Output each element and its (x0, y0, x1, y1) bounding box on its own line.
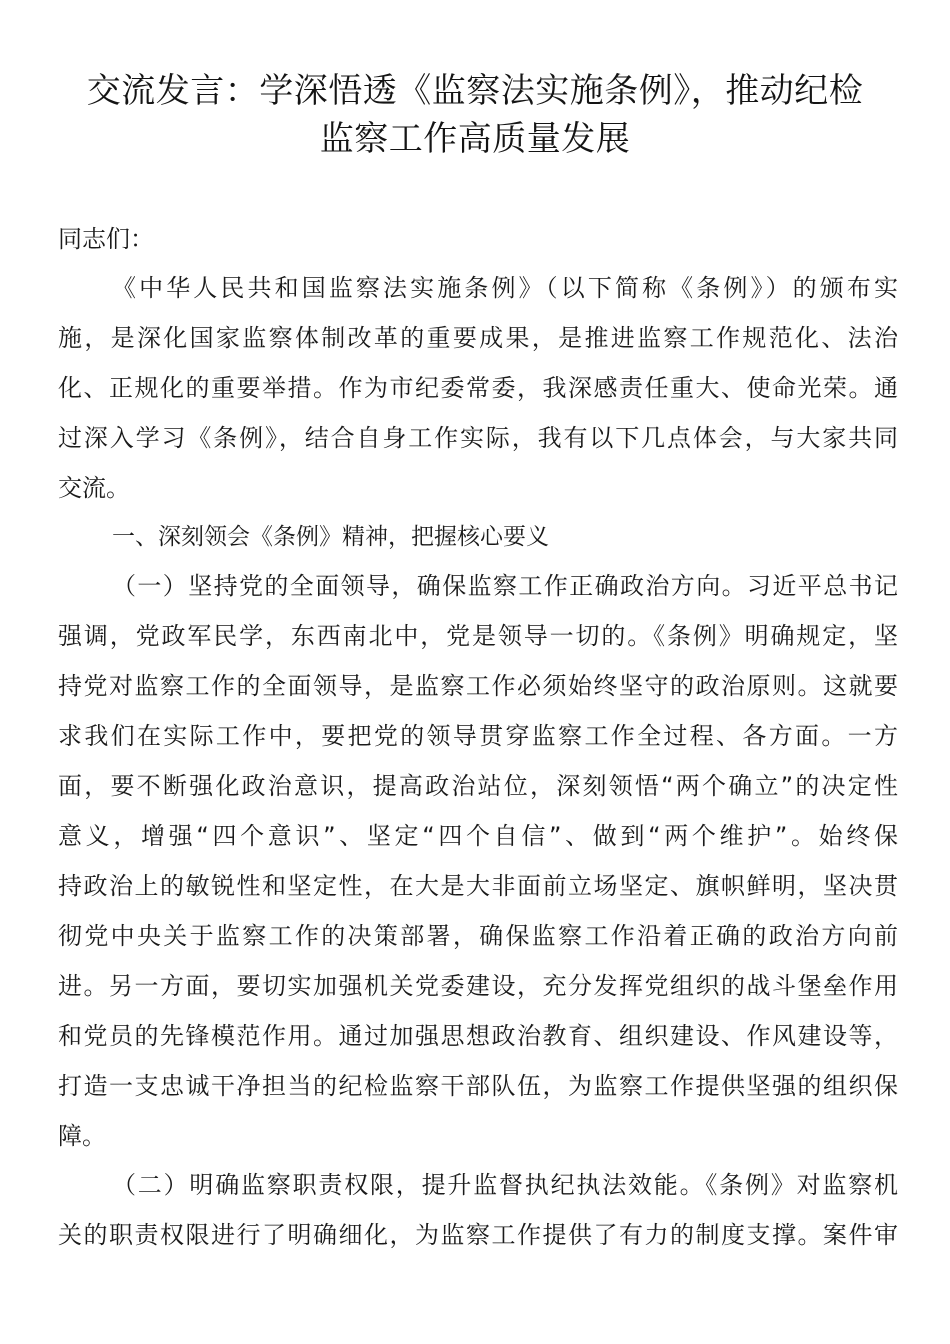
paragraph-1-line-2: 施，是深化国家监察体制改革的重要成果，是推进监察工作规范化、法治 (58, 324, 898, 352)
paragraph-1-line-5: 交流。 (58, 474, 130, 502)
paragraph-1-line-3: 化、正规化的重要举措。作为市纪委常委，我深感责任重大、使命光荣。通 (58, 374, 898, 402)
paragraph-2-line-8: 彻党中央关于监察工作的决策部署，确保监察工作沿着正确的政治方向前 (58, 922, 898, 950)
paragraph-3-line-2: 关的职责权限进行了明确细化，为监察工作提供了有力的制度支撑。案件审 (58, 1221, 898, 1249)
paragraph-2-line-9: 进。另一方面，要切实加强机关党委建设，充分发挥党组织的战斗堡垒作用 (58, 972, 898, 1000)
paragraph-2-line-7: 持政治上的敏锐性和坚定性，在大是大非面前立场坚定、旗帜鲜明，坚决贯 (58, 872, 898, 900)
paragraph-2-line-12: 障。 (58, 1122, 106, 1150)
document-title-line-1: 交流发言：学深悟透《监察法实施条例》，推动纪检 (86, 71, 864, 111)
document-title-line-2: 监察工作高质量发展 (319, 119, 631, 159)
paragraph-2-line-4: 求我们在实际工作中，要把党的领导贯穿监察工作全过程、各方面。一方 (58, 722, 898, 750)
paragraph-3-line-1: （二）明确监察职责权限，提升监督执纪执法效能。《条例》对监察机 (112, 1171, 898, 1199)
paragraph-1-line-1: 《中华人民共和国监察法实施条例》（以下简称《条例》）的颁布实 (112, 274, 898, 302)
salutation: 同志们： (58, 225, 154, 253)
paragraph-2-line-6: 意义，增强“四个意识”、坚定“四个自信”、做到“两个维护”。始终保 (58, 822, 898, 850)
paragraph-2-line-1: （一）坚持党的全面领导，确保监察工作正确政治方向。习近平总书记 (112, 572, 898, 600)
paragraph-2-line-5: 面，要不断强化政治意识，提高政治站位，深刻领悟“两个确立”的决定性 (58, 772, 898, 800)
paragraph-1-line-4: 过深入学习《条例》，结合自身工作实际，我有以下几点体会，与大家共同 (58, 424, 898, 452)
paragraph-2-line-2: 强调，党政军民学，东西南北中，党是领导一切的。《条例》明确规定，坚 (58, 622, 898, 650)
paragraph-2-line-11: 打造一支忠诚干净担当的纪检监察干部队伍，为监察工作提供坚强的组织保 (58, 1072, 898, 1100)
section-heading-1: 一、深刻领会《条例》精神，把握核心要义 (112, 524, 549, 550)
paragraph-2-line-10: 和党员的先锋模范作用。通过加强思想政治教育、组织建设、作风建设等， (58, 1022, 898, 1050)
paragraph-2-line-3: 持党对监察工作的全面领导，是监察工作必须始终坚守的政治原则。这就要 (58, 672, 898, 700)
